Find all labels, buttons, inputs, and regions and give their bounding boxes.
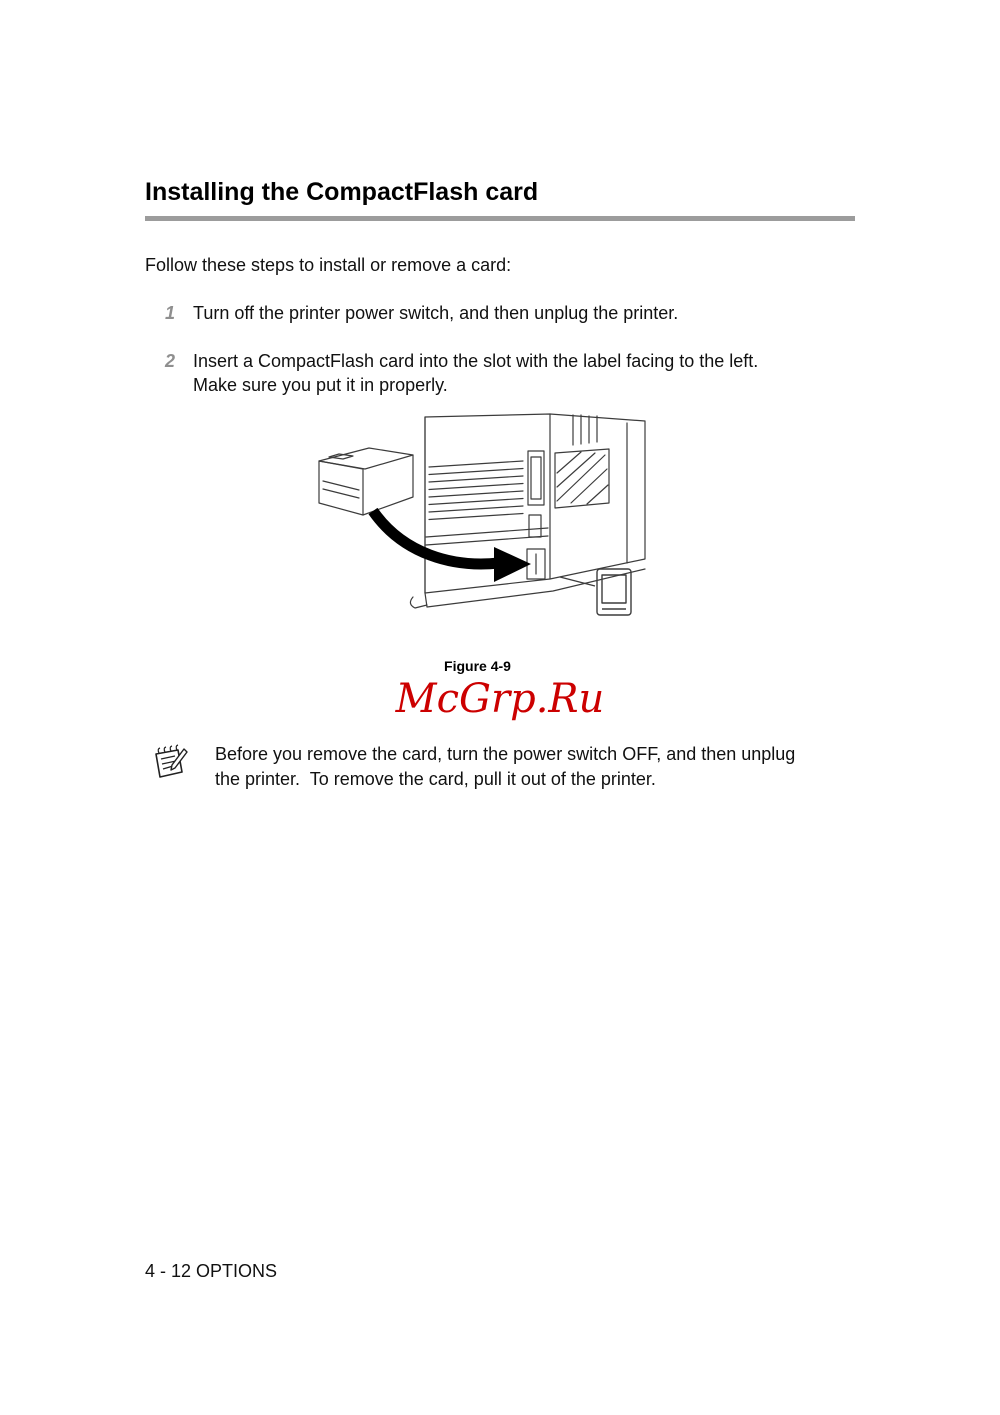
compactflash-card — [560, 569, 631, 615]
insertion-arrow — [373, 511, 531, 582]
step-2 — [145, 349, 855, 397]
intro-text: Follow these steps to install or remove a card: — [145, 255, 512, 275]
watermark-text: McGrp.Ru — [395, 676, 605, 722]
step-line: Insert a CompactFlash card into the slot with the label facing to the left. — [193, 351, 759, 371]
figure-caption: Figure 4-9 — [444, 658, 511, 674]
step-text — [193, 349, 758, 397]
figure — [295, 411, 660, 674]
note-pencil-icon — [151, 742, 189, 792]
step-line: Turn off the printer power switch, and then unplug the printer. — [193, 303, 679, 323]
title-rule — [145, 216, 855, 221]
page-footer: 4 - 12 OPTIONS — [145, 1261, 278, 1281]
page-title: Installing the CompactFlash card — [145, 178, 539, 206]
step-number: 2 — [165, 351, 176, 371]
step-number: 1 — [165, 303, 176, 323]
note-text: Before you remove the card, turn the power switch OFF, and then unplug the printer. To remove the card, pull it out of the printer. — [215, 744, 801, 789]
printer-illustration — [295, 411, 655, 636]
step-line: Make sure you put it in properly. — [193, 375, 448, 395]
step-1 — [145, 301, 855, 325]
step-text — [193, 301, 678, 325]
note-block — [145, 742, 855, 792]
